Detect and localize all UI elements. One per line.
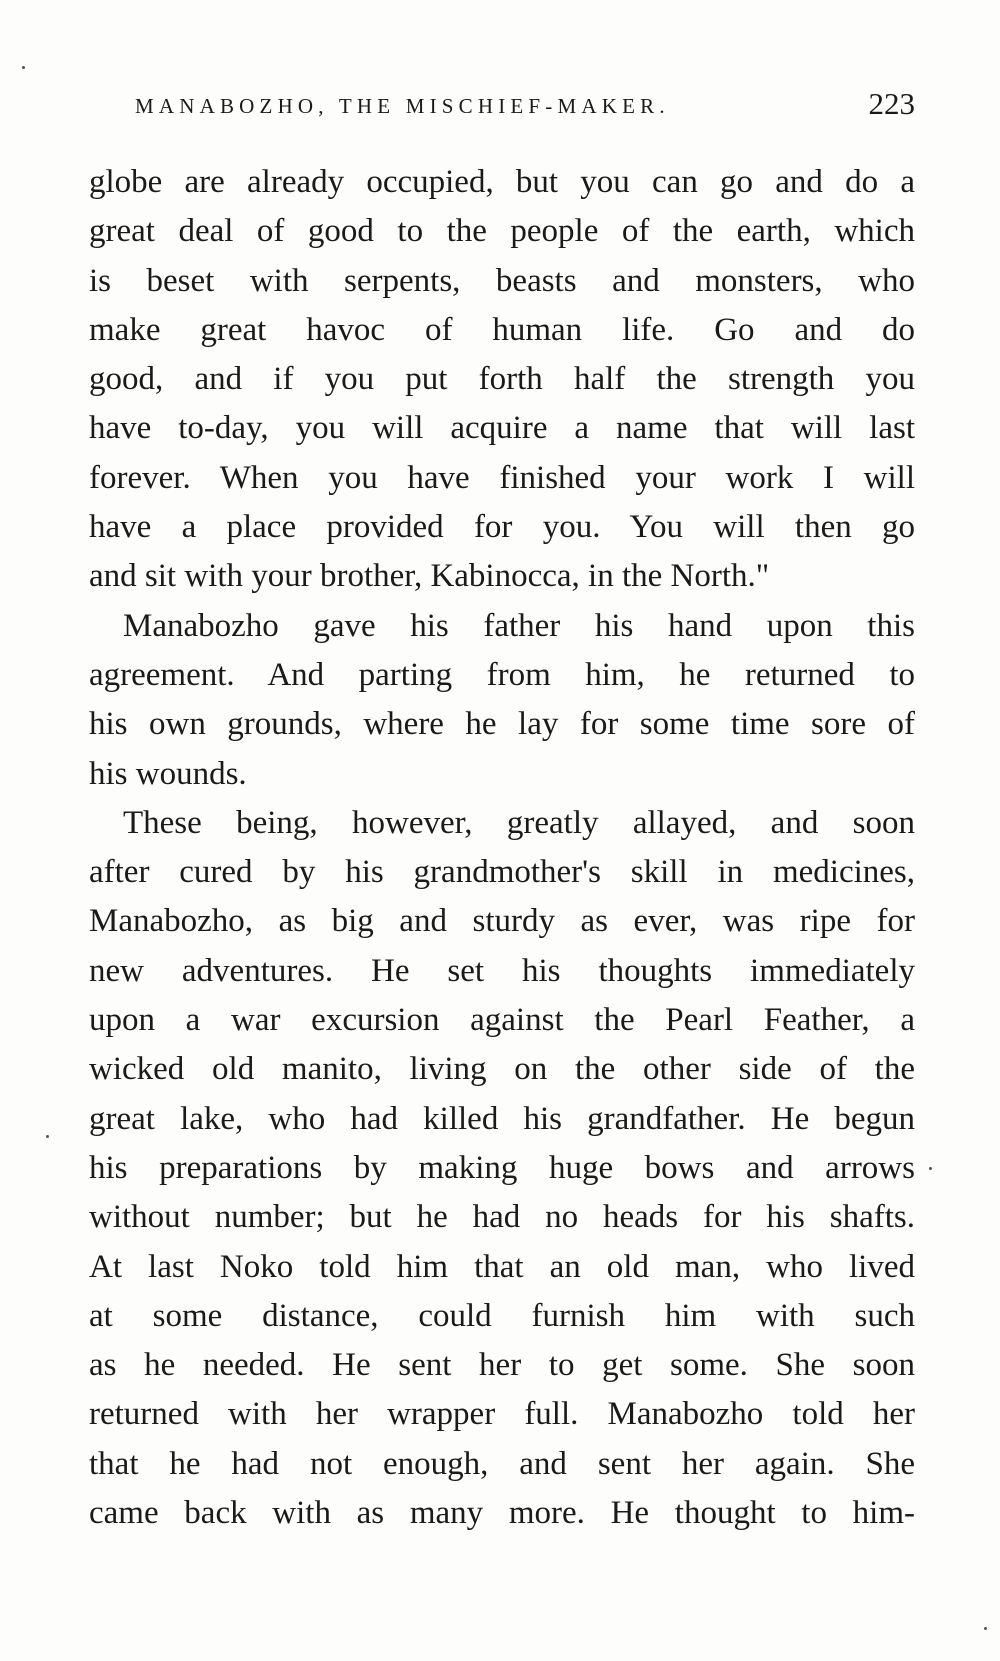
- running-title: MANABOZHO, THE MISCHIEF-MAKER.: [135, 94, 670, 118]
- text-line: Manabozho gave his father his hand upon this: [123, 607, 915, 644]
- body-text: [89, 158, 915, 1538]
- text-line: is beset with serpents, beasts and monsters, who: [89, 262, 915, 299]
- text-line: At last Noko told him that an old man, who lived: [89, 1248, 915, 1285]
- text-line: forever. When you have finished your work I will: [89, 459, 915, 496]
- text-line: agreement. And parting from him, he returned to: [89, 656, 915, 693]
- text-line: and sit with your brother, Kabinocca, in the North.": [89, 558, 770, 595]
- print-speck: [929, 1167, 932, 1170]
- running-head: [135, 86, 915, 126]
- text-line: that he had not enough, and sent her again. She: [89, 1445, 915, 1482]
- print-speck: [984, 1627, 987, 1630]
- text-line: Manabozho, as big and sturdy as ever, was ripe for: [89, 903, 915, 940]
- text-line: great deal of good to the people of the earth, which: [89, 213, 915, 250]
- text-line: upon a war excursion against the Pearl Feather, a: [89, 1002, 915, 1039]
- paragraph: [89, 602, 915, 799]
- text-line: good, and if you put forth half the strength you: [89, 361, 915, 398]
- text-line: after cured by his grandmother's skill in medicines,: [89, 854, 915, 891]
- text-line: new adventures. He set his thoughts immediately: [89, 952, 915, 989]
- page-number: 223: [868, 86, 915, 121]
- text-line: make great havoc of human life. Go and do: [89, 311, 915, 348]
- text-line: his own grounds, where he lay for some time sore of: [89, 706, 915, 743]
- text-line: These being, however, greatly allayed, and soon: [123, 804, 915, 841]
- text-line: wicked old manito, living on the other side of the: [89, 1051, 915, 1088]
- print-speck: [22, 66, 25, 69]
- text-line: returned with her wrapper full. Manabozho told her: [89, 1396, 915, 1433]
- text-line: great lake, who had killed his grandfather. He begun: [89, 1100, 915, 1137]
- text-line: globe are already occupied, but you can go and do a: [89, 164, 915, 200]
- text-line: came back with as many more. He thought to him-: [89, 1495, 915, 1532]
- text-line: without number; but he had no heads for his shafts.: [89, 1199, 915, 1236]
- text-line: as he needed. He sent her to get some. She soon: [89, 1347, 915, 1384]
- paragraph: [89, 158, 915, 602]
- text-line: have a place provided for you. You will then go: [89, 509, 915, 546]
- text-line: have to-day, you will acquire a name that will last: [89, 410, 915, 447]
- text-line: his preparations by making huge bows and arrows: [89, 1149, 915, 1186]
- text-line: his wounds.: [89, 755, 247, 792]
- print-speck: [46, 1135, 49, 1138]
- paragraph: [89, 799, 915, 1538]
- text-line: at some distance, could furnish him with such: [89, 1297, 915, 1334]
